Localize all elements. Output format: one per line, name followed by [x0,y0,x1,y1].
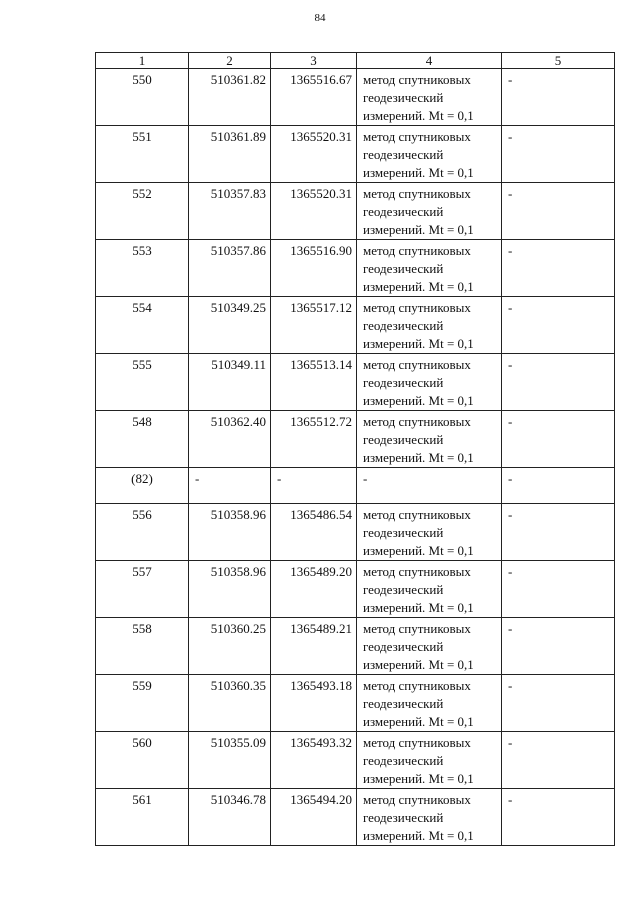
y-coordinate-cell: - [271,468,357,504]
method-line: - [363,471,368,486]
method-line: метод спутниковых [363,300,471,315]
table-row [96,468,615,504]
method-line: метод спутниковых [363,735,471,750]
description-cell: - [502,618,615,675]
method-line: измерений. Mt = 0,1 [363,108,474,123]
column-header-5: 5 [502,53,615,69]
x-coordinate-cell: 510357.83 [189,183,271,240]
x-coordinate-cell: 510360.35 [189,675,271,732]
method-cell [357,789,502,846]
x-coordinate-cell: 510361.89 [189,126,271,183]
method-cell [357,468,502,504]
y-coordinate-cell: 1365493.18 [271,675,357,732]
point-number-cell: 561 [96,789,189,846]
table-row [96,789,615,846]
description-cell: - [502,69,615,126]
point-number-cell: 559 [96,675,189,732]
method-line: метод спутниковых [363,129,471,144]
method-line: метод спутниковых [363,243,471,258]
table-row [96,732,615,789]
method-line: геодезический [363,318,444,333]
y-coordinate-cell: 1365520.31 [271,126,357,183]
point-number-cell: 551 [96,126,189,183]
description-cell: - [502,126,615,183]
method-line: измерений. Mt = 0,1 [363,714,474,729]
column-header-1: 1 [96,53,189,69]
table-row [96,69,615,126]
method-line: измерений. Mt = 0,1 [363,771,474,786]
point-number-cell: 557 [96,561,189,618]
description-cell: - [502,468,615,504]
description-cell: - [502,504,615,561]
y-coordinate-cell: 1365520.31 [271,183,357,240]
method-line: измерений. Mt = 0,1 [363,828,474,843]
description-cell: - [502,240,615,297]
x-coordinate-cell: 510346.78 [189,789,271,846]
method-cell [357,297,502,354]
method-line: геодезический [363,432,444,447]
method-line: геодезический [363,582,444,597]
method-line: геодезический [363,261,444,276]
point-number-cell: 555 [96,354,189,411]
column-header-4: 4 [357,53,502,69]
method-line: измерений. Mt = 0,1 [363,543,474,558]
table-row [96,183,615,240]
y-coordinate-cell: 1365486.54 [271,504,357,561]
point-number-cell: 552 [96,183,189,240]
description-cell: - [502,561,615,618]
method-line: измерений. Mt = 0,1 [363,222,474,237]
method-line: геодезический [363,90,444,105]
method-cell [357,354,502,411]
y-coordinate-cell: 1365493.32 [271,732,357,789]
method-line: геодезический [363,753,444,768]
y-coordinate-cell: 1365517.12 [271,297,357,354]
method-line: измерений. Mt = 0,1 [363,279,474,294]
column-header-2: 2 [189,53,271,69]
table-row [96,126,615,183]
page-number: 84 [314,12,326,24]
method-line: геодезический [363,147,444,162]
method-cell [357,561,502,618]
method-line: метод спутниковых [363,186,471,201]
table-header-row [96,53,615,69]
description-cell: - [502,789,615,846]
method-cell [357,732,502,789]
method-line: геодезический [363,204,444,219]
method-line: метод спутниковых [363,564,471,579]
table-row [96,297,615,354]
method-line: геодезический [363,696,444,711]
point-number-cell: 553 [96,240,189,297]
coordinates-table [95,52,615,846]
table-row [96,675,615,732]
y-coordinate-cell: 1365513.14 [271,354,357,411]
y-coordinate-cell: 1365516.90 [271,240,357,297]
method-cell [357,504,502,561]
method-line: геодезический [363,375,444,390]
method-cell [357,183,502,240]
method-line: метод спутниковых [363,792,471,807]
x-coordinate-cell: 510361.82 [189,69,271,126]
method-line: измерений. Mt = 0,1 [363,165,474,180]
point-number-cell: 556 [96,504,189,561]
y-coordinate-cell: 1365489.20 [271,561,357,618]
method-cell [357,411,502,468]
method-line: измерений. Mt = 0,1 [363,393,474,408]
method-cell [357,126,502,183]
method-line: геодезический [363,525,444,540]
method-line: метод спутниковых [363,621,471,636]
method-cell [357,240,502,297]
method-line: метод спутниковых [363,507,471,522]
description-cell: - [502,354,615,411]
method-line: метод спутниковых [363,678,471,693]
point-number-cell: 548 [96,411,189,468]
x-coordinate-cell: 510349.25 [189,297,271,354]
description-cell: - [502,732,615,789]
y-coordinate-cell: 1365512.72 [271,411,357,468]
column-header-3: 3 [271,53,357,69]
method-line: метод спутниковых [363,414,471,429]
y-coordinate-cell: 1365494.20 [271,789,357,846]
point-number-cell: 554 [96,297,189,354]
table-row [96,561,615,618]
y-coordinate-cell: 1365516.67 [271,69,357,126]
x-coordinate-cell: 510360.25 [189,618,271,675]
point-number-cell: 550 [96,69,189,126]
x-coordinate-cell: - [189,468,271,504]
table-row [96,240,615,297]
method-line: геодезический [363,810,444,825]
x-coordinate-cell: 510355.09 [189,732,271,789]
method-line: измерений. Mt = 0,1 [363,600,474,615]
point-number-cell: 560 [96,732,189,789]
table-row [96,618,615,675]
table-row [96,354,615,411]
point-number-cell: (82) [96,468,189,504]
description-cell: - [502,297,615,354]
x-coordinate-cell: 510357.86 [189,240,271,297]
table-row [96,411,615,468]
method-line: метод спутниковых [363,72,471,87]
method-cell [357,675,502,732]
method-line: измерений. Mt = 0,1 [363,657,474,672]
method-line: геодезический [363,639,444,654]
description-cell: - [502,675,615,732]
point-number-cell: 558 [96,618,189,675]
method-line: измерений. Mt = 0,1 [363,336,474,351]
x-coordinate-cell: 510358.96 [189,504,271,561]
y-coordinate-cell: 1365489.21 [271,618,357,675]
method-cell [357,69,502,126]
table-body [96,69,615,846]
table-row [96,504,615,561]
description-cell: - [502,411,615,468]
method-line: измерений. Mt = 0,1 [363,450,474,465]
x-coordinate-cell: 510358.96 [189,561,271,618]
x-coordinate-cell: 510349.11 [189,354,271,411]
description-cell: - [502,183,615,240]
x-coordinate-cell: 510362.40 [189,411,271,468]
method-cell [357,618,502,675]
method-line: метод спутниковых [363,357,471,372]
